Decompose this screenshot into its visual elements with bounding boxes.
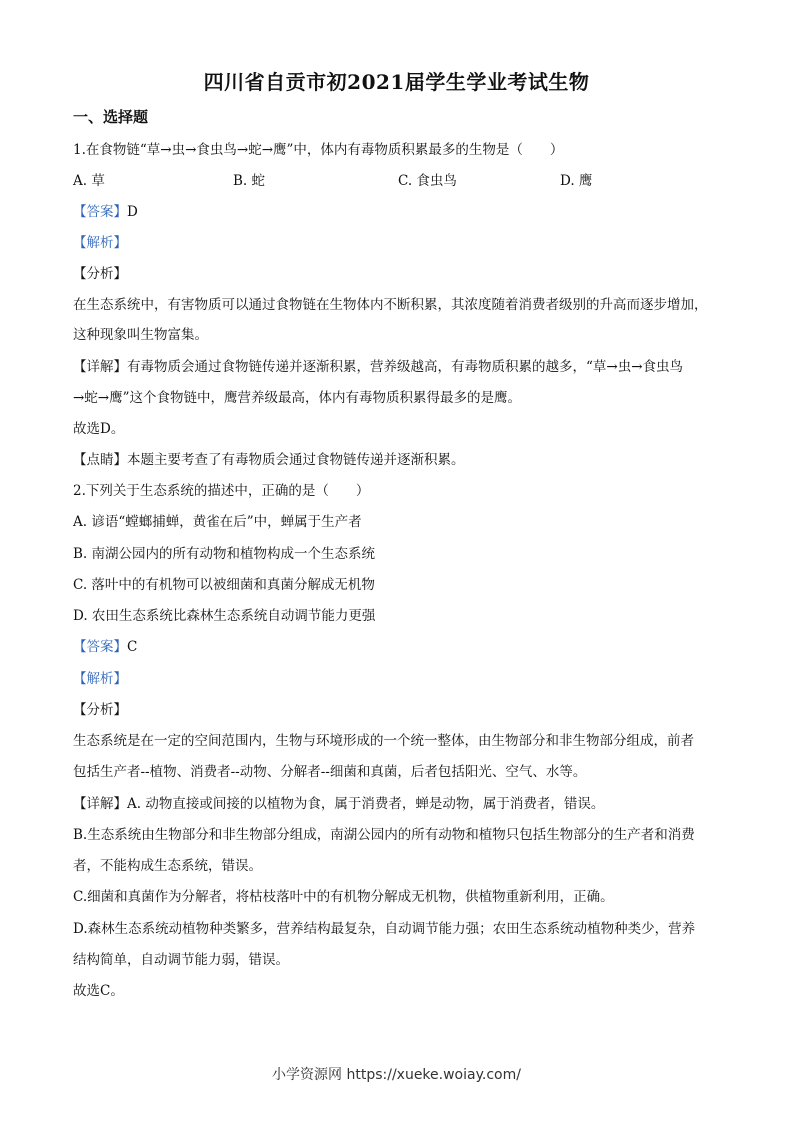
q2-option-b: B. 南湖公园内的所有动物和植物构成一个生态系统 [73,546,376,562]
answer-label: 【答案】 [73,204,127,220]
q2-detail-d-line-2: 结构简单，自动调节能力弱，错误。 [73,952,289,968]
q2-fenxi-label: 【分析】 [73,702,127,718]
question-1-stem: 1.在食物链“草→虫→食虫鸟→蛇→鹰”中，体内有毒物质积累最多的生物是（ ） [73,142,564,158]
answer-label: 【答案】 [73,639,127,655]
detail-label: 【详解】 [73,359,127,375]
detail-label: 【详解】 [73,796,127,812]
q1-option-b: B. 蛇 [233,173,266,189]
q2-fenxi-line-1: 生态系统是在一定的空间范围内，生物与环境形成的一个统一整体，由生物部分和非生物部分组成，前者 [73,733,694,749]
detail-text: 有毒物质会通过食物链传递并逐渐积累，营养级越高，有毒物质积累的越多，“草→虫→食虫鸟 [127,359,684,375]
q2-detail-c: C.细菌和真菌作为分解者，将枯枝落叶中的有机物分解成无机物，供植物重新利用，正确。 [73,889,614,905]
q1-fenxi-label: 【分析】 [73,266,127,282]
q1-detail-line-1 [73,358,733,376]
page-footer-link[interactable]: 小学资源网 https://xueke.woiay.com/ [272,1067,521,1083]
q2-choose: 故选C。 [73,983,124,999]
q2-fenxi-line-2: 包括生产者--植物、消费者--动物、分解者--细菌和真菌，后者包括阳光、空气、水等。 [73,764,587,780]
answer-value: C [127,639,138,655]
q2-detail-b-line-1: B.生态系统由生物部分和非生物部分组成，南湖公园内的所有动物和植物只包括生物部分的生产者和消费 [73,827,695,843]
q1-analysis-label: 【解析】 [73,235,127,251]
q2-detail-b-line-2: 者，不能构成生态系统，错误。 [73,858,262,874]
q2-analysis-label: 【解析】 [73,671,127,687]
q2-detail-d-line-1: D.森林生态系统动植物种类繁多，营养结构最复杂，自动调节能力强；农田生态系统动植物种类少，营养 [73,921,696,937]
q1-comment [73,451,733,469]
q1-option-d: D. 鹰 [560,173,593,189]
q1-fenxi-line-2: 这种现象叫生物富集。 [73,327,208,343]
q1-answer [73,203,733,221]
q2-option-c: C. 落叶中的有机物可以被细菌和真菌分解成无机物 [73,577,375,593]
question-2-stem: 2.下列关于生态系统的描述中，正确的是（ ） [73,483,370,499]
answer-value: D [127,204,138,220]
page-title: 四川省自贡市初2021届学生学业考试生物 [203,70,590,94]
q1-fenxi-line-1: 在生态系统中，有害物质可以通过食物链在生物体内不断积累，其浓度随着消费者级别的升高而逐步增加， [73,297,708,313]
q2-option-a: A. 谚语“螳螂捕蝉，黄雀在后”中，蝉属于生产者 [73,514,362,530]
section-heading: 一、选择题 [73,108,149,126]
comment-label: 【点睛】 [73,452,127,468]
q1-choose: 故选D。 [73,421,125,437]
detail-text: A. 动物直接或间接的以植物为食，属于消费者，蝉是动物，属于消费者，错误。 [127,796,605,812]
q1-detail-line-2: →蛇→鹰”这个食物链中，鹰营养级最高，体内有毒物质积累得最多的是鹰。 [73,390,522,406]
q2-answer [73,638,733,656]
q2-option-d: D. 农田生态系统比森林生态系统自动调节能力更强 [73,608,376,624]
q2-detail-a [73,795,733,813]
q1-option-c: C. 食虫鸟 [398,173,457,189]
q1-option-a: A. 草 [73,173,105,189]
comment-text: 本题主要考查了有毒物质会通过食物链传递并逐渐积累。 [127,452,465,468]
